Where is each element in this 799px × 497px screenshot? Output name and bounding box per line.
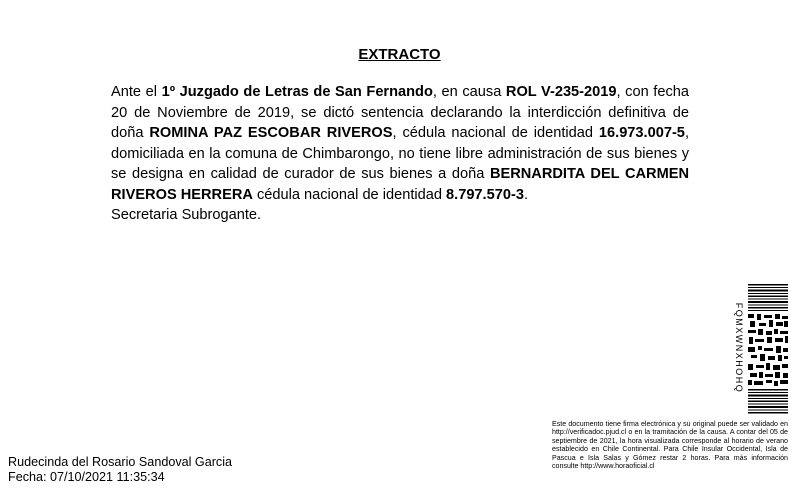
text-segment: , domiciliada en la comuna de Chimbarongo, no tiene libre administración de sus bienes y se designa en calidad de curador de sus bienes a doña <box>111 125 689 182</box>
barcode-matrix <box>748 314 788 386</box>
text-segment: , en causa <box>432 84 506 100</box>
curator-name: BERNARDITA DEL CARMEN RIVEROS HERRERA <box>111 166 689 203</box>
signer-name: Rudecinda del Rosario Sandoval Garcia <box>8 455 233 469</box>
interdicted-person-id: 16.973.007-5 <box>598 125 685 141</box>
barcode-icon <box>748 284 788 416</box>
text-segment: . <box>523 186 528 203</box>
text-segment: Ante el <box>111 84 162 100</box>
court-name: 1º Juzgado de Letras de San Fernando <box>161 84 433 100</box>
closing-line: Secretaria Subrogante. <box>111 207 262 223</box>
verification-code-label <box>733 300 745 396</box>
curator-id: 8.797.570-3 <box>446 186 524 203</box>
signature-block <box>8 455 232 485</box>
extract-paragraph <box>111 82 689 205</box>
barcode-top-bars <box>748 284 788 311</box>
text-segment: , cédula nacional de identidad <box>392 125 599 141</box>
signature-date: Fecha: 07/10/2021 11:35:34 <box>8 470 165 484</box>
interdicted-person-name: ROMINA PAZ ESCOBAR RIVEROS <box>149 125 393 141</box>
electronic-signature-disclaimer: Este documento tiene firma electrónica y su original puede ser validado en http://verificadoc.pjud.cl o en la tramitación de la causa. A contar del 05 de septiembre de 2021, la hora visualizada corresponde al horario de verano establecido en Chile Continental. Para Chile Insular Occidental, Isla de Pascua e Isla Salas y Gómez restar 2 horas. Para más información consulte http://www.horaoficial.cl <box>552 420 788 471</box>
case-number: ROL V-235-2019 <box>505 84 617 100</box>
extract-body <box>111 82 689 226</box>
verification-code: FQMXWNXHOHQ <box>734 302 744 394</box>
text-segment: cédula nacional de identidad <box>252 186 447 203</box>
document-title: EXTRACTO <box>358 46 441 63</box>
text-segment: , con fecha 20 de Noviembre de 2019, se dictó sentencia declarando la interdicción definitiva de doña <box>111 84 689 141</box>
barcode-bottom-bars <box>748 389 788 414</box>
